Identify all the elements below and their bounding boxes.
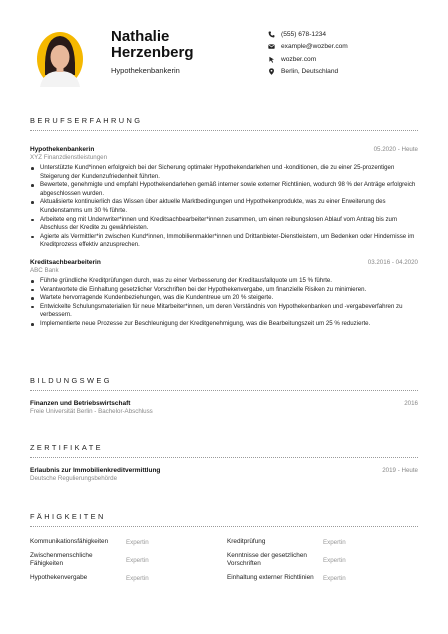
contact-location — [268, 66, 348, 78]
skill-level: Expertin — [126, 538, 149, 546]
contact-phone — [268, 28, 348, 40]
list-item: Arbeitete eng mit Underwriter*innen und Kreditsachbearbeiter*innen zusammen, um einen reibungslosen Ablauf vom Antrag bis zum Abschluss der Kredite zu gewährleisten. — [38, 216, 418, 233]
certificate-date: 2019 - Heute — [382, 467, 418, 474]
education-section — [30, 376, 418, 415]
section-title-skills: FÄHIGKEITEN — [30, 512, 418, 527]
contact-email-text: example@wozber.com — [281, 43, 348, 51]
section-title-experience: BERUFSERFAHRUNG — [30, 116, 418, 131]
list-item: Agierte als Vermittler*in zwischen Kund*innen, Immobilienmakler*innen und Drittanbieter-Dienstleistern, um Bedenken oder Hindernisse im Kreditprozess effektiv anzusprechen. — [38, 233, 418, 250]
contact-list — [268, 28, 348, 78]
skill-name: Einhaltung externer Richtlinien — [227, 574, 314, 581]
job-organization: XYZ Finanzdienstleistungen — [30, 154, 108, 161]
job-date: 05.2020 - Heute — [373, 146, 418, 153]
skill-level: Expertin — [126, 574, 149, 582]
skill-name: Hypothekenvergabe — [30, 574, 88, 581]
job-title: Hypothekenbankerin — [30, 146, 95, 153]
skill-name: Kreditprüfung — [227, 538, 266, 545]
skill-name: Kommunikationsfähigkeiten — [30, 538, 109, 545]
email-icon — [268, 43, 275, 50]
job-bullets — [30, 164, 418, 250]
education-title: Finanzen und Betriebswirtschaft — [30, 400, 131, 407]
list-item: Entwickelte Schulungsmaterialien für neue Mitarbeiter*innen, um deren Verständnis von Hypothekenbanken und -vergabeverfahren zu verbessern. — [38, 303, 418, 320]
certificate-entry — [30, 467, 418, 474]
link-icon — [268, 56, 275, 63]
certificates-section — [30, 443, 418, 482]
list-item: Aktualisierte kontinuierlich das Wissen über aktuelle Marktbedingungen und Hypothekenprodukte, was zu einer Erweiterung des Kundenstamms um 30 % führte. — [38, 198, 418, 215]
contact-location-text: Berlin, Deutschland — [281, 68, 339, 76]
list-item: Unterstützte Kund*innen erfolgreich bei der Sicherung optimaler Hypothekendarlehen und -konditionen, die zu einer 25-prozentigen Steigerung der Kundenzufriedenheit führten. — [38, 164, 418, 181]
skill-level: Expertin — [323, 556, 346, 564]
job-date: 03.2016 - 04.2020 — [367, 258, 418, 266]
education-date: 2016 — [404, 400, 418, 407]
contact-phone-text: (555) 678-1234 — [281, 30, 327, 38]
job-entry — [30, 146, 418, 250]
skills-grid — [30, 533, 418, 587]
job-title: Kreditsachbearbeiterin — [30, 258, 101, 266]
candidate-role: Hypothekenbankerin — [111, 66, 180, 75]
job-entry — [30, 259, 418, 329]
list-item: Wartete hervorragende Kundenbeziehungen, was die Kundentreue um 20 % steigerte. — [38, 294, 418, 303]
section-title-certificates: ZERTIFIKATE — [30, 443, 418, 458]
list-item: Bewertete, genehmigte und empfahl Hypothekendarlehen gemäß interner sowie externer Richtlinien, wodurch 98 % der Anträge erfolgreich abgeschlossen wurden. — [38, 181, 418, 198]
section-title-education: BILDUNGSWEG — [30, 376, 418, 391]
education-entry — [30, 400, 418, 407]
contact-email — [268, 41, 348, 53]
list-item: Implementierte neue Prozesse zur Beschleunigung der Kreditgenehmigung, was die Bearbeitungszeit um 25 % reduzierte. — [38, 320, 418, 329]
job-bullets — [30, 277, 418, 329]
resume-header — [0, 0, 448, 120]
certificate-title: Erlaubnis zur Immobilienkreditvermittlung — [30, 467, 161, 474]
phone-icon — [268, 31, 275, 38]
experience-section — [30, 116, 418, 329]
profile-photo — [35, 27, 85, 87]
skills-section — [30, 512, 418, 587]
job-organization: ABC Bank — [30, 266, 59, 274]
contact-website — [268, 53, 348, 65]
skill-name: Kenntnisse der gesetzlichen Vorschriften — [227, 552, 307, 567]
location-pin-icon — [268, 68, 275, 75]
education-institution: Freie Universität Berlin - Bachelor-Abschluss — [30, 408, 153, 415]
skill-name: Zwischenmenschliche Fähigkeiten — [30, 552, 93, 567]
candidate-name: Nathalie Herzenberg — [111, 28, 194, 61]
skill-level: Expertin — [126, 556, 149, 564]
contact-website-text: wozber.com — [281, 55, 317, 63]
list-item: Führte gründliche Kreditprüfungen durch, was zu einer Verbesserung der Kreditausfallquote um 15 % führte. — [38, 277, 418, 286]
skill-level: Expertin — [323, 574, 346, 582]
list-item: Verantwortete die Einhaltung gesetzlicher Vorschriften bei der Hypothekenvergabe, um finanzielle Risiken zu minimieren. — [38, 286, 418, 295]
skill-level: Expertin — [323, 538, 346, 546]
certificate-issuer: Deutsche Regulierungsbehörde — [30, 475, 118, 482]
